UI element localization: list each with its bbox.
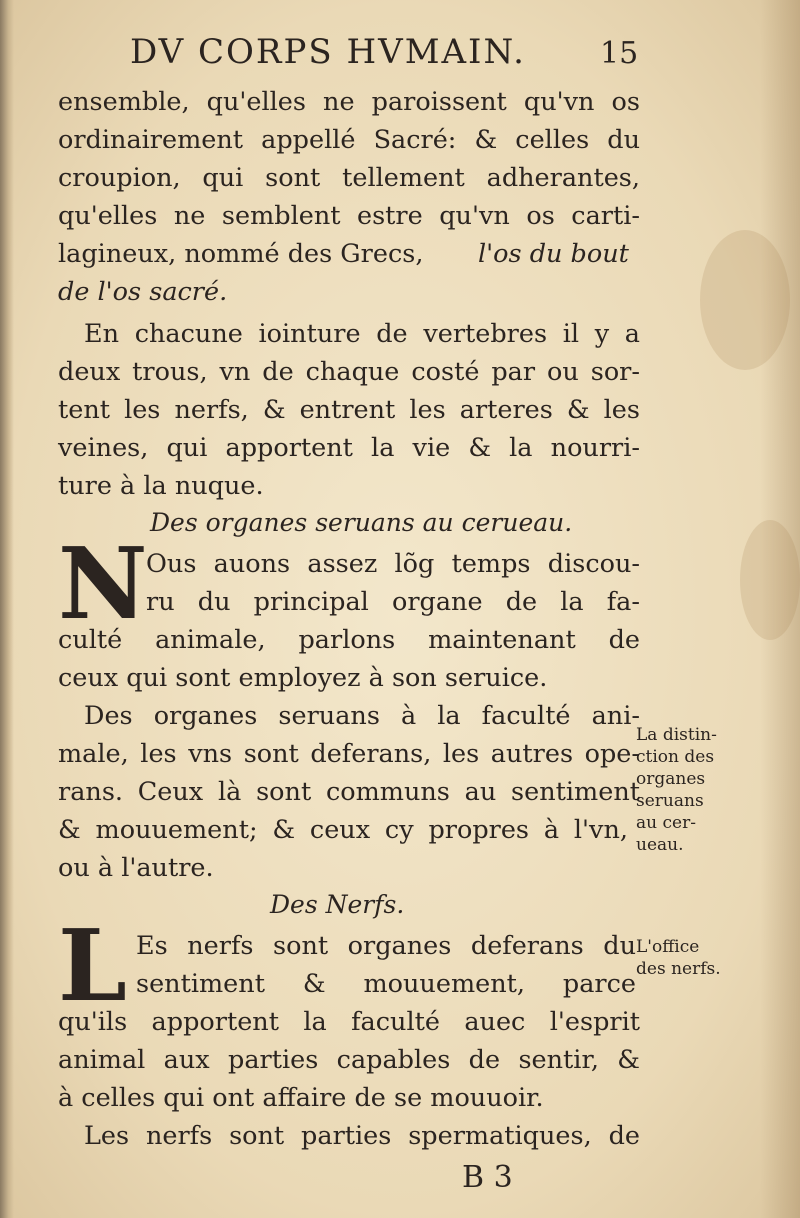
text-line: & mouuement; & ceux cy propres à l'vn, <box>58 815 628 845</box>
text-line: croupion, qui sont tellement adherantes, <box>58 163 640 193</box>
text-line: Ous auons assez lõg temps discou- <box>146 549 640 579</box>
margin-note-line: L'office <box>636 937 700 957</box>
section-heading: Des organes seruans au cerueau. <box>150 508 573 537</box>
text-line: tent les nerfs, & entrent les arteres & les <box>58 395 640 425</box>
text-line: culté animale, parlons maintenant de <box>58 625 640 655</box>
text-line: Es nerfs sont organes deferans du <box>136 931 636 961</box>
text-line: ceux qui sont employez à son seruice. <box>58 663 548 693</box>
text-line: Des organes seruans à la faculté ani- <box>84 701 640 731</box>
text-line: lagineux, nommé des Grecs, <box>58 239 424 269</box>
text-line: ordinairement appellé Sacré: & celles du <box>58 125 640 155</box>
text-line: male, les vns sont deferans, les autres ope- <box>58 739 640 769</box>
text-line: ensemble, qu'elles ne paroissent qu'vn os <box>58 87 640 117</box>
text-line: deux trous, vn de chaque costé par ou sor- <box>58 357 640 387</box>
margin-note-line: seruans <box>636 791 704 811</box>
text-line: ou à l'autre. <box>58 853 214 883</box>
running-head: DV CORPS HVMAIN. <box>130 32 526 72</box>
text-line: à celles qui ont affaire de se mouuoir. <box>58 1083 544 1113</box>
text-line: ru du principal organe de la fa- <box>146 587 640 617</box>
margin-note-office <box>636 936 746 980</box>
margin-note-line: des nerfs. <box>636 959 721 979</box>
margin-note-line: La distin- <box>636 725 717 745</box>
text-line: rans. Ceux là sont communs au sentiment <box>58 777 640 807</box>
page-number: 15 <box>600 36 639 71</box>
paper-stain <box>740 520 800 640</box>
page-gutter-shadow <box>0 0 14 1218</box>
text-line: veines, qui apportent la vie & la nourri- <box>58 433 640 463</box>
text-line: ture à la nuque. <box>58 471 264 501</box>
text-line: Les nerfs sont parties spermatiques, de <box>84 1121 640 1151</box>
margin-note-line: au cer- <box>636 813 696 833</box>
margin-note-line: ueau. <box>636 835 684 855</box>
text-line-italic: de l'os sacré. <box>58 277 228 307</box>
text-line: animal aux parties capables de sentir, & <box>58 1045 640 1075</box>
drop-cap: L <box>58 909 127 1024</box>
text-line: sentiment & mouuement, parce <box>136 969 636 999</box>
paper-stain <box>700 230 790 370</box>
text-line: qu'elles ne semblent estre qu'vn os carti- <box>58 201 640 231</box>
margin-note-distinction <box>636 724 746 856</box>
signature-mark: B 3 <box>462 1160 513 1195</box>
page-header <box>130 32 650 82</box>
text-line: En chacune iointure de vertebres il y a <box>84 319 640 349</box>
section-heading: Des Nerfs. <box>270 890 405 919</box>
text-line-italic: l'os du bout <box>478 239 629 269</box>
text-line: qu'ils apportent la faculté auec l'esprit <box>58 1007 640 1037</box>
margin-note-line: ction des <box>636 747 715 767</box>
margin-note-line: organes <box>636 769 706 789</box>
drop-cap: N <box>58 527 148 642</box>
